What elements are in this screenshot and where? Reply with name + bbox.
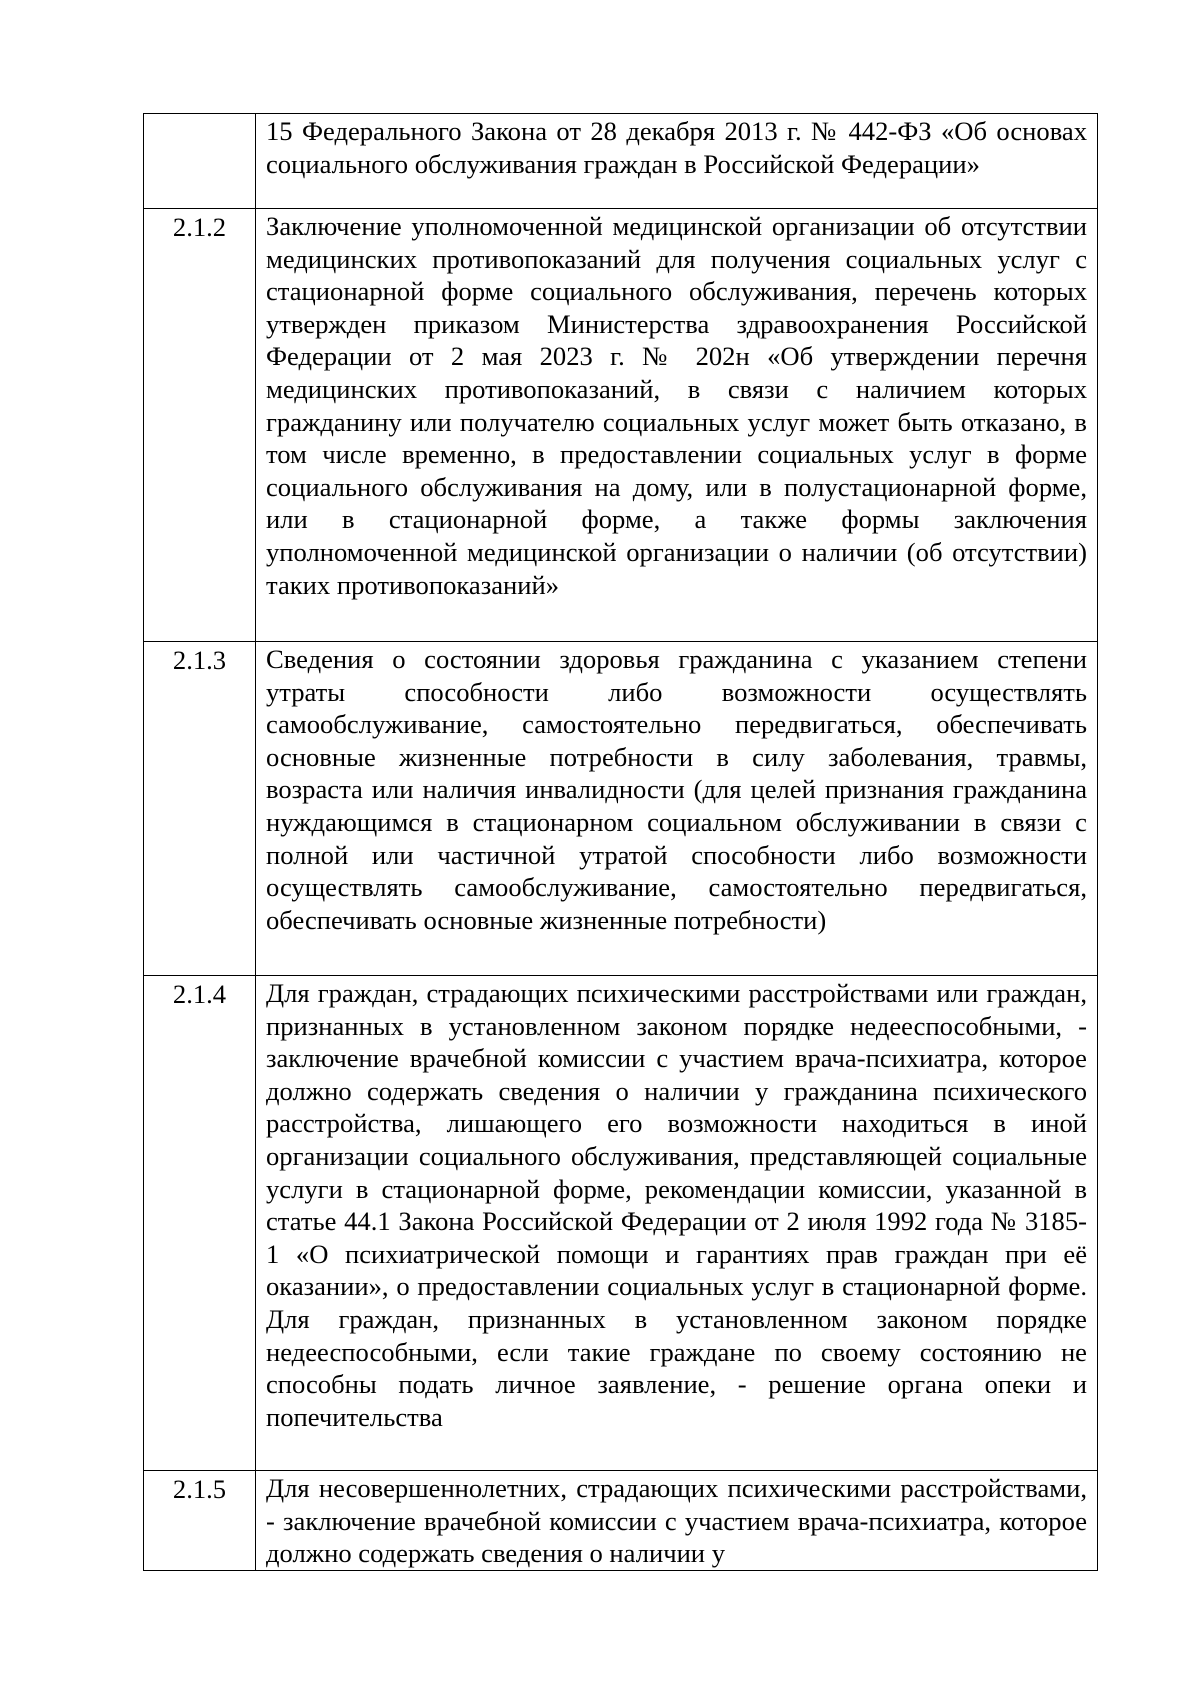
row-number-cell: 2.1.5 (144, 1471, 256, 1571)
table-row (144, 1471, 1098, 1571)
row-text: Сведения о состоянии здоровья гражданина с указанием степени утраты способности либо возможности осуществлять самообслуживание, самостоятельно передвигаться, обеспечивать основные жизненные потребности в силу заболевания, травмы, возраста или наличия инвалидности (для целей признания гражданина нуждающимся в стационарном социальном обслуживании в связи с полной или частичной утратой способности либо возможности осуществлять самообслуживание, самостоятельно передвигаться, обеспечивать основные жизненные потребности) (266, 644, 1087, 935)
table-row (144, 976, 1098, 1471)
row-number-cell: 2.1.3 (144, 642, 256, 976)
row-text-cell (256, 114, 1098, 209)
row-text: 15 Федерального Закона от 28 декабря 2013 г. № 442-ФЗ «Об основах социального обслуживания граждан в Российской Федерации» (266, 116, 1087, 179)
row-text-cell (256, 976, 1098, 1471)
table-row (144, 209, 1098, 642)
row-number-cell: 2.1.2 (144, 209, 256, 642)
row-text: Для несовершеннолетних, страдающих психическими расстройствами, - заключение врачебной комиссии с участием врача-психиатра, которое должно содержать сведения о наличии у (266, 1473, 1087, 1569)
table-row (144, 114, 1098, 209)
row-text-cell (256, 1471, 1098, 1571)
row-number-cell (144, 114, 256, 209)
row-text-cell (256, 209, 1098, 642)
table-row (144, 642, 1098, 976)
row-number-cell: 2.1.4 (144, 976, 256, 1471)
row-text-cell (256, 642, 1098, 976)
documents-table (143, 113, 1098, 1571)
row-text: Заключение уполномоченной медицинской организации об отсутствии медицинских противопоказаний для получения социальных услуг с стационарной форме социального обслуживания, перечень которых утвержден приказом Министерства здравоохранения Российской Федерации от 2 мая 2023 г. № 202н «Об утверждении перечня медицинских противопоказаний, в связи с наличием которых гражданину или получателю социальных услуг может быть отказано, в том числе временно, в предоставлении социальных услуг в форме социального обслуживания на дому, или в полустационарной форме, или в стационарной форме, а также формы заключения уполномоченной медицинской организации о наличии (об отсутствии) таких противопоказаний» (266, 211, 1087, 600)
row-text: Для граждан, страдающих психическими расстройствами или граждан, признанных в установленном законом порядке недееспособными, - заключение врачебной комиссии с участием врача-психиатра, которое должно содержать сведения о наличии у гражданина психического расстройства, лишающего его возможности находиться в иной организации социального обслуживания, представляющей социальные услуги в стационарной форме, рекомендации комиссии, указанной в статье 44.1 Закона Российской Федерации от 2 июля 1992 года № 3185-1 «О психиатрической помощи и гарантиях прав граждан при её оказании», о предоставлении социальных услуг в стационарной форме. Для граждан, признанных в установленном законом порядке недееспособными, если такие граждане по своему состоянию не способны подать личное заявление, - решение органа опеки и попечительства (266, 978, 1087, 1432)
